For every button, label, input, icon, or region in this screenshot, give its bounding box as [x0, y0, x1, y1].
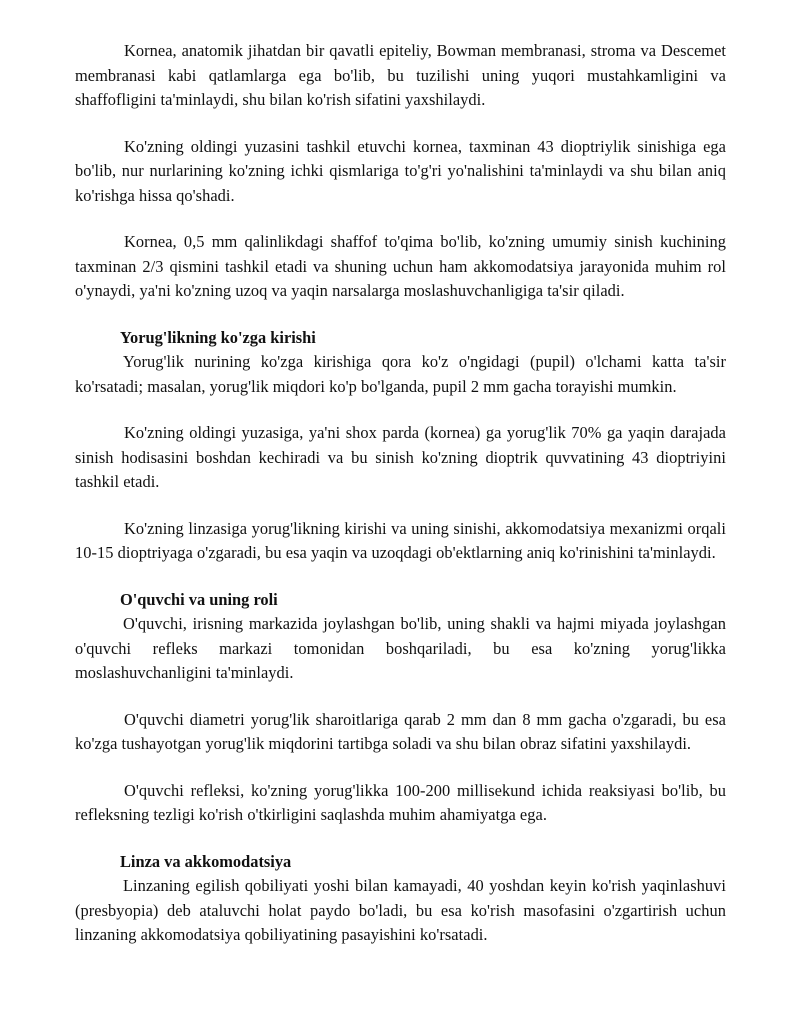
document-page: [75, 39, 726, 970]
paragraph-lens-refraction: Ko'zning linzasiga yorug'likning kirishi va uning sinishi, akkomodatsiya mexanizmi orqali 10-15 dioptriyaga o'zgaradi, bu esa yaqin va uzoqdagi ob'ektlarning aniq ko'rinishini ta'minlaydi.: [75, 518, 726, 562]
paragraph-cornea-thickness: Kornea, 0,5 mm qalinlikdagi shaffof to'qima bo'lib, ko'zning umumiy sinish kuchining taxminan 2/3 qismini tashkil etadi va shuning uchun ham akkomodatsiya jarayonida muhim rol o'ynaydi, ya'ni ko'zning uzoq va yaqin narsalarga moslashuvchanligiga ta'sir qiladi.: [75, 232, 726, 300]
paragraph-pupil-size: Yorug'lik nurining ko'zga kirishiga qora ko'z o'ngidagi (pupil) o'lchami katta ta'sir ko'rsatadi; masalan, yorug'lik miqdori ko'p bo'lganda, pupil 2 mm gacha torayishi mumkin.: [75, 352, 726, 396]
paragraph-pupil-reflex-center: O'quvchi, irisning markazida joylashgan bo'lib, uning shakli va hajmi miyada joylashgan o'quvchi refleks markazi tomonidan boshqariladi, bu esa ko'zning yorug'likka moslashuvchanligini ta'minlaydi.: [75, 614, 726, 682]
section-heading-lens-accommodation: Linza va akkomodatsiya: [120, 851, 292, 871]
paragraph-pupil-diameter: O'quvchi diametri yorug'lik sharoitlariga qarab 2 mm dan 8 mm gacha o'zgaradi, bu esa ko'zga tushayotgan yorug'lik miqdorini tartibga soladi va shu bilan obraz sifatini yaxshilaydi.: [75, 709, 726, 753]
paragraph-presbyopia: Linzaning egilish qobiliyati yoshi bilan kamayadi, 40 yoshdan keyin ko'rish yaqinlashuvi (presbyopia) deb ataluvchi holat paydo bo'ladi, bu esa ko'rish masofasini o'zgartirish uchun linzaning akkomodatsiya qobiliyatining pasayishini ko'rsatadi.: [75, 876, 726, 944]
paragraph-cornea-refraction: Ko'zning oldingi yuzasini tashkil etuvchi kornea, taxminan 43 dioptriylik sinishiga ega bo'lib, nur nurlarining ko'zning ichki qismlariga to'g'ri yo'nalishini ta'minlaydi va shu bilan aniq ko'rishga hissa qo'shadi.: [75, 136, 726, 205]
section-heading-pupil-role: O'quvchi va uning roli: [120, 589, 278, 609]
section-heading-light-entry: Yorug'likning ko'zga kirishi: [120, 327, 316, 347]
paragraph-pupil-reflex-speed: O'quvchi refleksi, ko'zning yorug'likka 100-200 millisekund ichida reaksiyasi bo'lib, bu refleksning tezligi ko'rish o'tkirligini saqlashda muhim ahamiyatga ega.: [75, 780, 726, 824]
paragraph-cornea-light: Ko'zning oldingi yuzasiga, ya'ni shox parda (kornea) ga yorug'lik 70% ga yaqin darajada sinish hodisasini boshdan kechiradi va bu sinish ko'zning dioptrik quvvatining 43 dioptriyini tashkil etadi.: [75, 423, 726, 491]
paragraph-cornea-layers: Kornea, anatomik jihatdan bir qavatli epiteliy, Bowman membranasi, stroma va Descemet membranasi kabi qatlamlarga ega bo'lib, bu tuzilishi uning yuqori mustahkamligini va shaffofligini ta'minlaydi, shu bilan ko'rish sifatini yaxshilaydi.: [75, 41, 726, 109]
